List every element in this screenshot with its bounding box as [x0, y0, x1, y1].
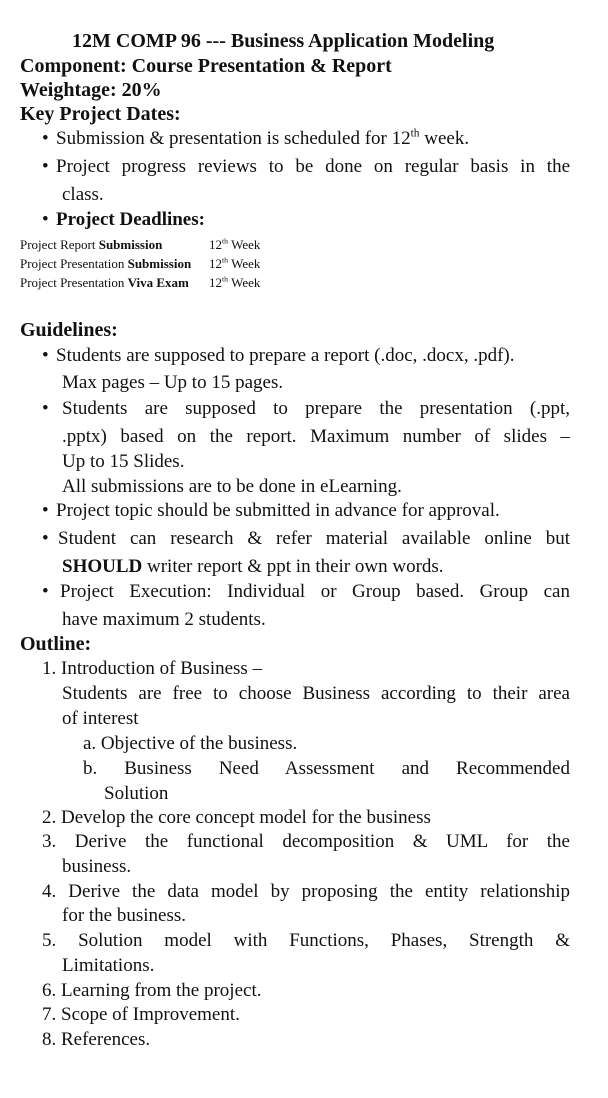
outline-item-cont: business. [62, 856, 132, 877]
bullet-icon: • [42, 156, 49, 177]
bullet-icon: • [42, 398, 49, 419]
outline-item: 7. Scope of Improvement. [42, 1004, 240, 1025]
outline-subitem: b. Business Need Assessment and Recommended [83, 758, 570, 779]
outline-item: 4. Derive the data model by proposing the entity relationship [42, 881, 570, 902]
deadline-week: 12th Week [209, 274, 261, 290]
key-date-item: Project progress reviews to be done on regular basis in the [56, 156, 570, 177]
outline-item: 1. Introduction of Business – [42, 658, 263, 679]
outline-item-cont: of interest [62, 708, 139, 729]
key-dates-heading: Key Project Dates: [20, 103, 181, 125]
component-line: Component: Course Presentation & Report [20, 55, 392, 77]
outline-item: 2. Develop the core concept model for the business [42, 807, 431, 828]
guideline-item-cont: SHOULD writer report & ppt in their own words. [62, 556, 444, 577]
deadline-row: Project Presentation Viva Exam [20, 275, 189, 290]
outline-item: 3. Derive the functional decomposition & UML for the [42, 831, 570, 852]
deadline-week: 12th Week [209, 236, 261, 252]
outline-heading: Outline: [20, 633, 92, 655]
outline-item: 6. Learning from the project. [42, 980, 262, 1001]
guideline-item-cont: Up to 15 Slides. [62, 451, 185, 472]
weightage-line: Weightage: 20% [20, 79, 162, 101]
outline-item-cont: Students are free to choose Business according to their area [62, 683, 570, 704]
bullet-icon: • [42, 581, 49, 602]
bullet-icon: • [42, 528, 49, 549]
guideline-item: Project topic should be submitted in advance for approval. [56, 500, 500, 521]
course-title: 12M COMP 96 --- Business Application Modeling [72, 30, 495, 52]
deadlines-heading: Project Deadlines: [56, 209, 205, 230]
outline-subitem-cont: Solution [104, 783, 169, 804]
outline-item-cont: for the business. [62, 905, 187, 926]
bullet-icon: • [42, 345, 49, 366]
guideline-item-cont: All submissions are to be done in eLearning. [62, 476, 402, 497]
outline-subitem: a. Objective of the business. [83, 733, 298, 754]
outline-item-cont: Limitations. [62, 955, 155, 976]
key-date-item-cont: class. [62, 184, 104, 205]
outline-item: 8. References. [42, 1029, 151, 1050]
guidelines-heading: Guidelines: [20, 319, 118, 341]
deadline-row: Project Presentation Submission [20, 256, 192, 271]
key-date-item: Submission & presentation is scheduled for 12th week. [56, 127, 470, 149]
deadline-row: Project Report Submission [20, 237, 163, 252]
bullet-icon: • [42, 500, 49, 521]
guideline-item-cont: have maximum 2 students. [62, 609, 266, 630]
guideline-item: Student can research & refer material available online but [58, 528, 570, 549]
bullet-icon: • [42, 209, 49, 230]
guideline-item-cont: .pptx) based on the report. Maximum number of slides – [62, 426, 570, 447]
outline-item: 5. Solution model with Functions, Phases, Strength & [42, 930, 570, 951]
guideline-item-cont: Max pages – Up to 15 pages. [62, 372, 284, 393]
guideline-item: Project Execution: Individual or Group based. Group can [60, 581, 570, 602]
bullet-icon: • [42, 128, 49, 149]
guideline-item: Students are supposed to prepare the presentation (.ppt, [62, 398, 570, 419]
guideline-item: Students are supposed to prepare a report (.doc, .docx, .pdf). [56, 345, 515, 366]
deadline-week: 12th Week [209, 255, 261, 271]
